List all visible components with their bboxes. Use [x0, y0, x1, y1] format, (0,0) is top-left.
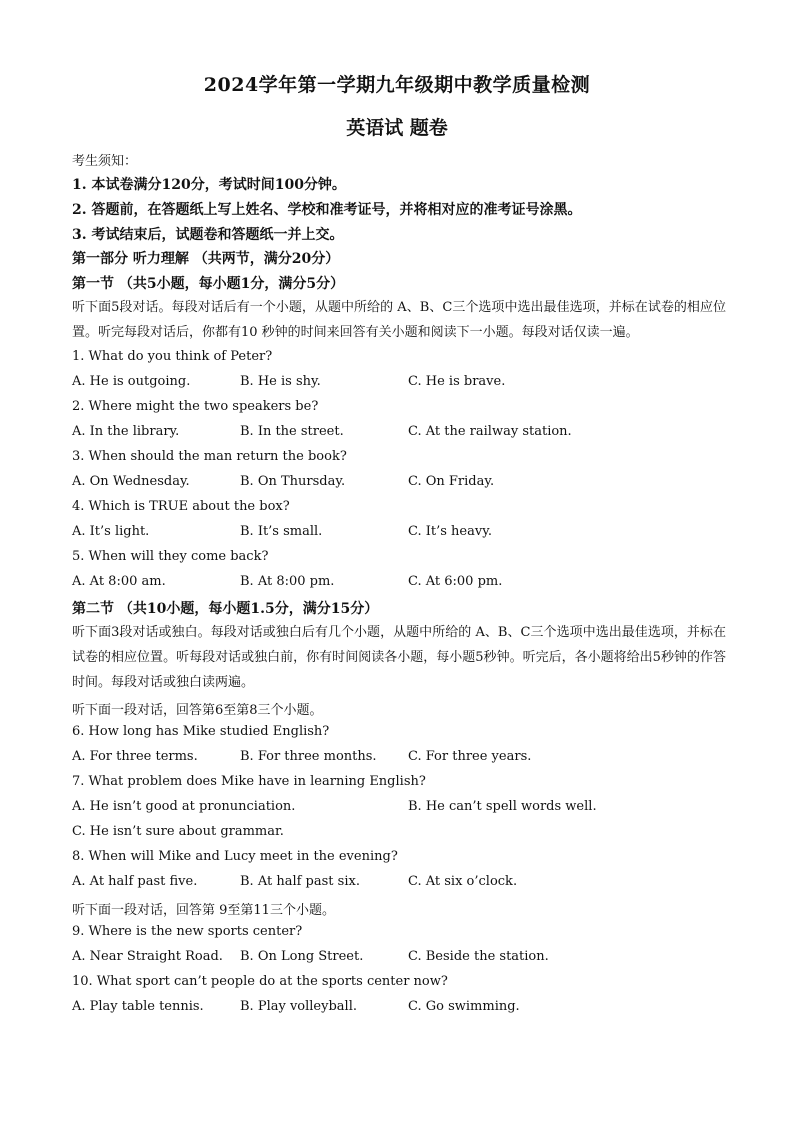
q6-option-c: C. For three years.: [408, 749, 532, 764]
question-1: 1. What do you think of Peter?: [72, 349, 273, 364]
q8-option-a: A. At half past five.: [72, 874, 198, 889]
question-10: 10. What sport can’t people do at the sports center now?: [72, 974, 448, 989]
question-5: 5. When will they come back?: [72, 549, 269, 564]
q2-option-c: C. At the railway station.: [408, 424, 572, 439]
q7-option-a: A. He isn’t good at pronunciation.: [72, 799, 296, 814]
exam-subtitle: 英语试 题卷: [346, 117, 448, 139]
q10-option-c: C. Go swimming.: [408, 999, 520, 1014]
q7-option-b: B. He can’t spell words well.: [408, 799, 597, 814]
notice-heading: 考生须知：: [72, 154, 138, 169]
section1-instructions: 听下面5段对话。每段对话后有一个小题，从题中所给的 A、B、C三个选项中选出最佳选项，并标在试卷的相应位置。听完每段对话后，你都有10 秒钟的时间来回答有关小题和阅读下一小题。每段对话仅读一遍。: [72, 300, 726, 340]
q4-option-b: B. It’s small.: [240, 524, 323, 539]
section2-heading: 第二节 （共10小题，每小题1.5分，满分15分）: [72, 601, 379, 617]
q3-option-b: B. On Thursday.: [240, 474, 346, 489]
q1-option-a: A. He is outgoing.: [72, 374, 191, 389]
q2-option-b: B. In the street.: [240, 424, 344, 439]
notice-item-2: 2. 答题前，在答题纸上写上姓名、学校和准考证号，并将相对应的准考证号涂黑。: [72, 202, 582, 218]
question-9: 9. Where is the new sports center?: [72, 924, 303, 939]
q4-option-c: C. It’s heavy.: [408, 524, 492, 539]
question-3: 3. When should the man return the book?: [72, 449, 347, 464]
question-7: 7. What problem does Mike have in learning English?: [72, 774, 426, 789]
q10-option-b: B. Play volleyball.: [240, 999, 357, 1014]
q6-option-b: B. For three months.: [240, 749, 377, 764]
notice-item-1: 1. 本试卷满分120分，考试时间100分钟。: [72, 177, 346, 193]
q1-option-c: C. He is brave.: [408, 374, 506, 389]
q5-option-b: B. At 8:00 pm.: [240, 574, 335, 589]
q4-option-a: A. It’s light.: [72, 524, 150, 539]
q7-option-c: C. He isn’t sure about grammar.: [72, 824, 284, 839]
q9-option-b: B. On Long Street.: [240, 949, 364, 964]
q9-option-c: C. Beside the station.: [408, 949, 549, 964]
q8-option-c: C. At six o’clock.: [408, 874, 518, 889]
question-4: 4. Which is TRUE about the box?: [72, 499, 290, 514]
section2-instructions: 听下面3段对话或独白。每段对话或独白后有几个小题，从题中所给的 A、B、C三个选项中选出最佳选项，并标在试卷的相应位置。听每段对话或独白前，你有时间阅读各小题，每小题5秒钟。听完后，各小题将给出5秒钟的作答时间。每段对话或独白读两遍。: [72, 625, 726, 690]
q3-option-c: C. On Friday.: [408, 474, 495, 489]
question-2: 2. Where might the two speakers be?: [72, 399, 319, 414]
q10-option-a: A. Play table tennis.: [72, 999, 204, 1014]
q6-option-a: A. For three terms.: [72, 749, 198, 764]
dialog2-intro: 听下面一段对话，回答第 9至第11三个小题。: [72, 903, 335, 918]
question-6: 6. How long has Mike studied English?: [72, 724, 330, 739]
dialog1-intro: 听下面一段对话，回答第6至第8三个小题。: [72, 703, 323, 718]
q5-option-a: A. At 8:00 am.: [72, 574, 166, 589]
q9-option-a: A. Near Straight Road.: [72, 949, 223, 964]
q5-option-c: C. At 6:00 pm.: [408, 574, 503, 589]
q3-option-a: A. On Wednesday.: [72, 474, 190, 489]
section1-heading: 第一节 （共5小题，每小题1分，满分5分）: [72, 276, 345, 292]
q2-option-a: A. In the library.: [72, 424, 180, 439]
exam-title: 2024学年第一学期九年级期中教学质量检测: [203, 74, 591, 96]
question-8: 8. When will Mike and Lucy meet in the evening?: [72, 849, 398, 864]
notice-item-3: 3. 考试结束后，试题卷和答题纸一并上交。: [72, 227, 344, 243]
q8-option-b: B. At half past six.: [240, 874, 360, 889]
part1-heading: 第一部分 听力理解 （共两节，满分20分）: [72, 251, 340, 267]
q1-option-b: B. He is shy.: [240, 374, 321, 389]
